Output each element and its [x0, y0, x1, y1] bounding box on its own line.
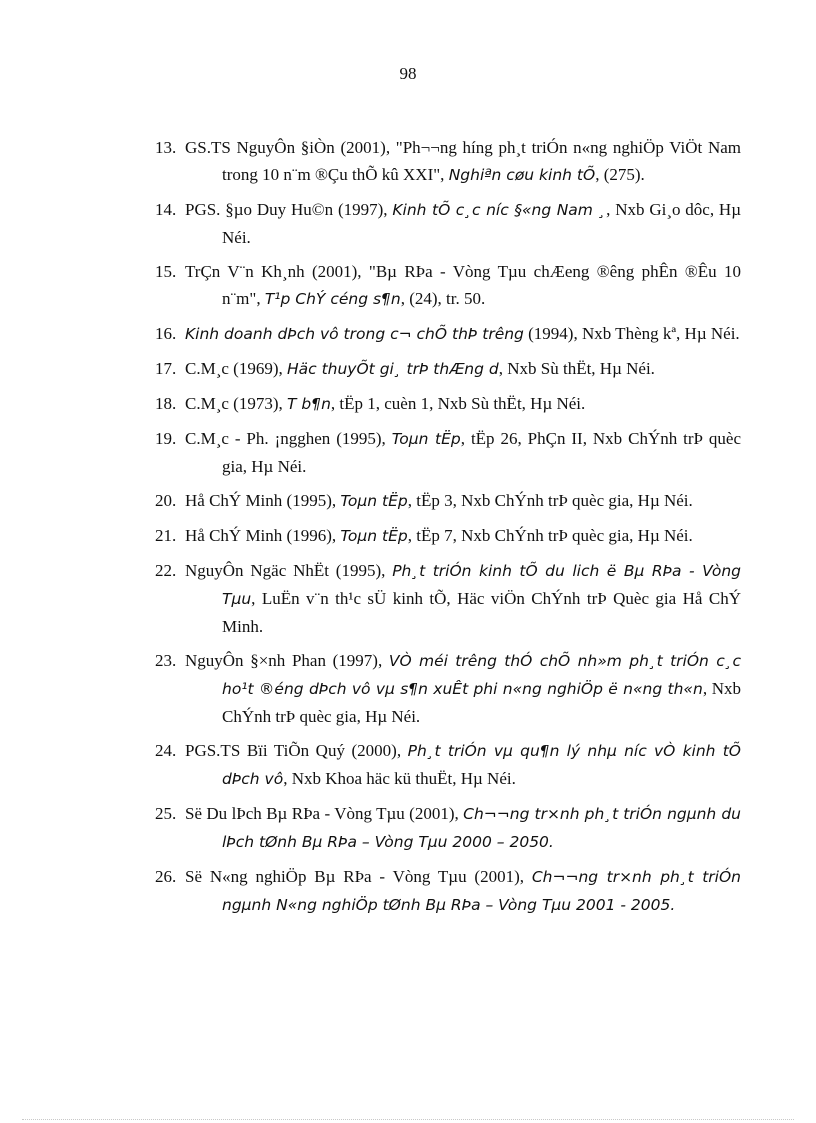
reference-item: [151, 134, 741, 189]
reference-text: [185, 200, 741, 247]
reference-item: [151, 863, 741, 919]
reference-number: 23.: [155, 651, 177, 670]
reference-number: 20.: [155, 491, 177, 510]
reference-number: 17.: [155, 359, 177, 378]
reference-detail: TrÇn V¨n Kh¸nh (2001), "Bµ RÞa - Vòng Tµu chÆeng ®êng phÊn ®Êu 10 n¨m",: [185, 262, 741, 308]
reference-number: 15.: [155, 262, 177, 281]
reference-detail: Hå ChÝ Minh (1995),: [185, 491, 341, 510]
reference-title: Toµn tËp: [340, 492, 408, 510]
reference-detail: , tËp 3, Nxb ChÝnh trÞ quèc gia, Hµ Néi.: [407, 491, 693, 510]
reference-text: [185, 359, 655, 378]
reference-title: T b¶n: [286, 395, 331, 413]
reference-title: Kinh tÕ c¸c níc §«ng Nam ¸: [392, 201, 607, 219]
reference-detail: , Nxb ChÝnh trÞ quèc gia, Hµ Néi.: [222, 679, 741, 726]
reference-number: 21.: [155, 526, 177, 545]
reference-number: 25.: [155, 804, 177, 823]
reference-title: T¹p ChÝ céng s¶n: [264, 290, 401, 308]
reference-text: [185, 651, 741, 726]
page-bottom-rule: [22, 1119, 794, 1120]
reference-text: [185, 741, 741, 788]
reference-detail: PGS.TS Bïi TiÕn Quý (2000),: [185, 741, 408, 760]
page-number: 98: [399, 64, 417, 83]
reference-title: Ch¬¬ng tr×nh ph¸t triÓn ngµnh du lÞch tØnh Bµ RÞa – Vòng Tµu 2000 – 2050.: [222, 805, 741, 851]
reference-item: [151, 425, 741, 480]
reference-item: [151, 737, 741, 793]
reference-detail: , tËp 1, cuèn 1, Nxb Sù thËt, Hµ Néi.: [330, 394, 586, 413]
reference-number: 24.: [155, 741, 177, 760]
reference-text: [185, 262, 741, 308]
reference-title: Toµn tËp: [391, 430, 461, 448]
reference-detail: , Nxb Sù thËt, Hµ Néi.: [498, 359, 655, 378]
reference-detail: , Nxb Gi¸o dôc, Hµ Néi.: [222, 200, 741, 247]
reference-number: 18.: [155, 394, 177, 413]
reference-item: [151, 487, 741, 515]
reference-item: [151, 557, 741, 640]
reference-detail: C.M¸c (1969),: [185, 359, 287, 378]
reference-title: Kinh doanh dÞch vô trong c¬ chÕ thÞ trêng: [185, 325, 524, 343]
reference-item: [151, 355, 741, 383]
reference-detail: Hå ChÝ Minh (1996),: [185, 526, 341, 545]
reference-text: [185, 526, 693, 545]
reference-title: Toµn tËp: [340, 527, 408, 545]
reference-detail: , Nxb Khoa häc kü thuËt, Hµ Néi.: [283, 769, 516, 788]
reference-text: [185, 138, 741, 184]
reference-title: Ph¸t triÓn kinh tÕ du lich ë Bµ RÞa - Vòng Tµu: [222, 562, 741, 608]
reference-number: 16.: [155, 324, 177, 343]
reference-text: [185, 867, 741, 914]
reference-text: [185, 491, 693, 510]
reference-title: Ph¸t triÓn vµ qu¶n lý nhµ níc vÒ kinh tÕ dÞch vô: [222, 742, 742, 788]
reference-item: [151, 522, 741, 550]
reference-detail: NguyÔn §×nh Phan (1997),: [185, 651, 389, 670]
reference-title: VÒ méi trêng thÓ chÕ nh»m ph¸t triÓn c¸c ho¹t ®éng dÞch vô vµ s¶n xuÊt phi n«ng nghiÖp ë n«ng th«n: [222, 652, 741, 698]
reference-number: 26.: [155, 867, 177, 886]
reference-detail: , LuËn v¨n th¹c sÜ kinh tÕ, Häc viÖn ChÝnh trÞ Quèc gia Hå ChÝ Minh.: [222, 589, 741, 636]
reference-item: [151, 390, 741, 418]
reference-item: [151, 196, 741, 251]
reference-title: Nghiªn cøu kinh tÕ: [448, 166, 596, 184]
reference-detail: Së N«ng nghiÖp Bµ RÞa - Vòng Tµu (2001),: [185, 867, 532, 886]
reference-detail: , (275).: [595, 165, 645, 184]
reference-number: 22.: [155, 561, 177, 580]
reference-detail: , tËp 26, PhÇn II, Nxb ChÝnh trÞ quèc gia, Hµ Néi.: [222, 429, 742, 476]
reference-title: Häc thuyÕt gi¸ trÞ thÆng d: [286, 360, 499, 378]
reference-text: [185, 561, 741, 636]
reference-item: [151, 258, 741, 313]
reference-detail: GS.TS NguyÔn §iÒn (2001), "Ph¬¬ng híng ph¸t triÓn n«ng nghiÖp ViÖt Nam trong 10 n¨m ®Çu thÕ kû XXI",: [185, 138, 741, 184]
reference-item: [151, 800, 741, 856]
reference-text: [185, 804, 741, 851]
reference-text: [185, 429, 741, 476]
reference-detail: NguyÔn Ngäc NhËt (1995),: [185, 561, 393, 580]
reference-list: [151, 134, 741, 926]
reference-detail: Së Du lÞch Bµ RÞa - Vòng Tµu (2001),: [185, 804, 464, 823]
reference-number: 13.: [155, 138, 177, 157]
reference-detail: , tËp 7, Nxb ChÝnh trÞ quèc gia, Hµ Néi.: [407, 526, 693, 545]
reference-number: 14.: [155, 200, 177, 219]
reference-item: [151, 647, 741, 730]
reference-detail: C.M¸c (1973),: [185, 394, 287, 413]
reference-item: [151, 320, 741, 348]
reference-detail: (1994), Nxb Thèng kª, Hµ Néi.: [523, 324, 740, 343]
reference-title: Ch¬¬ng tr×nh ph¸t triÓn ngµnh N«ng nghiÖp tØnh Bµ RÞa – Vòng Tµu 2001 - 2005.: [222, 868, 741, 914]
reference-detail: C.M¸c - Ph. ¡ngghen (1995),: [185, 429, 392, 448]
reference-text: [185, 394, 585, 413]
reference-detail: PGS. §µo Duy Hu©n (1997),: [185, 200, 393, 219]
reference-number: 19.: [155, 429, 177, 448]
reference-text: [185, 324, 740, 343]
reference-detail: , (24), tr. 50.: [400, 289, 486, 308]
